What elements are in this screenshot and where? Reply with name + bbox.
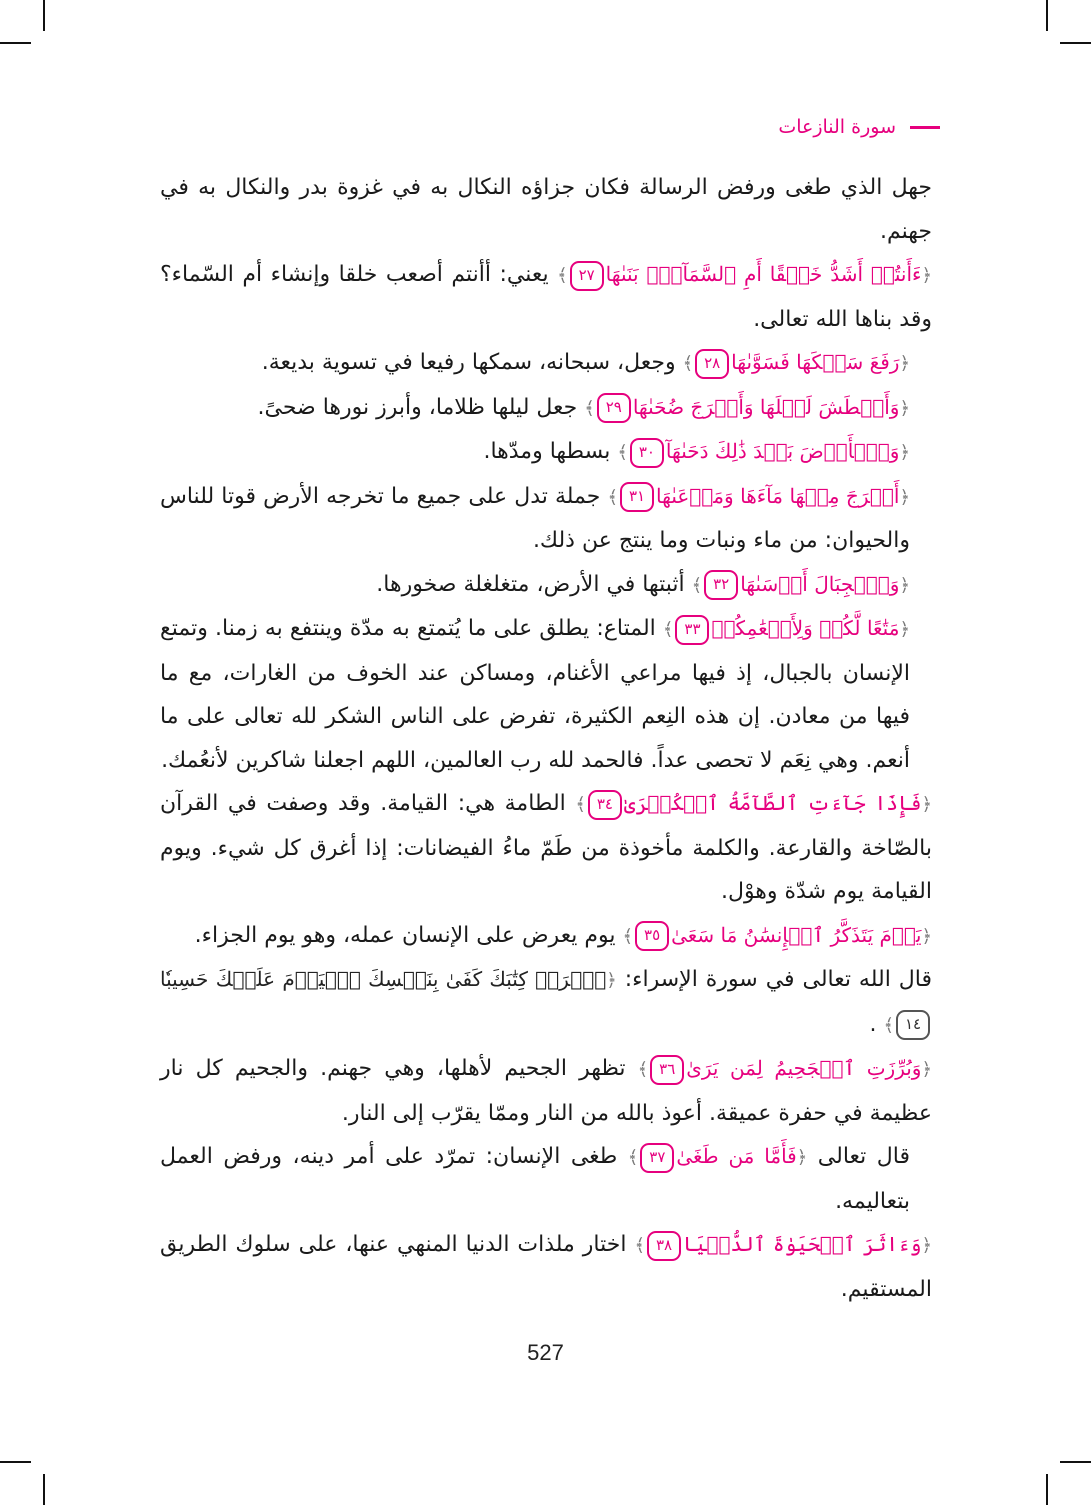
bracket-open-icon: ﴿	[921, 925, 932, 947]
quran-verse	[638, 1056, 932, 1080]
quran-verse	[623, 923, 932, 947]
paragraph-text: جملة تدل على جميع ما تخرجه الأرض قوتا للناس والحيوان: من ماء ونبات وما ينتج عن ذلك.	[160, 483, 910, 553]
paragraph	[160, 166, 932, 253]
bracket-close-icon: ﴾	[607, 486, 619, 508]
quran-verse	[683, 350, 910, 374]
bracket-open-icon: ﴿	[921, 265, 932, 286]
paragraph-text: يوم يعرض على الإنسان عمله، وهو يوم الجزاء.	[194, 922, 623, 948]
bracket-close-icon: ﴾	[634, 1235, 645, 1256]
paragraph-text: .	[869, 1011, 884, 1037]
quran-verse	[628, 1144, 808, 1168]
verse-number-badge: ٣٣	[675, 615, 709, 645]
paragraph	[160, 563, 932, 608]
bracket-close-icon: ﴾	[575, 794, 586, 815]
verse-text: وَأَغۡطَشَ لَيۡلَهَا وَأَخۡرَجَ ضُحَىٰهَا	[632, 394, 900, 419]
crop-mark	[1060, 42, 1091, 44]
bracket-open-icon: ﴿	[899, 574, 910, 596]
quran-verse	[692, 572, 910, 596]
paragraph	[160, 958, 932, 1047]
crop-mark	[43, 1474, 45, 1505]
paragraph-text: أثبتها في الأرض، متغلغلة صخورها.	[376, 571, 692, 597]
verse-text: ءَأَنتُمۡ أَشَدُّ خَلۡقًا أَمِ ٱلسَّمَآءُۚ بَنَىٰهَا	[605, 262, 922, 286]
bracket-close-icon: ﴾	[691, 574, 703, 596]
paragraph-text: قال تعالى	[807, 1144, 911, 1169]
bracket-open-icon: ﴿	[921, 794, 932, 815]
paragraph-text: المتاع: يطلق على ما يُتمتع به مدّة وينتفع به زمنا. وتمتع الإنسان بالجبال، إذ فيها مراعي الأغنام، ومساكن عند الخوف من الغارات، مع ما فيها من معادن. إن هذه النِعم الكثيرة، تفرض على الناس الشكر لله تعالى على ما أنعم. وهي نِعَم لا تحصى عداً. فالحمد لله رب العالمين، اللهم اجعلنا شاكرين لأنعُمك.	[160, 616, 910, 773]
paragraph-text: تظهر الجحيم لأهلها، وهي جهنم. والجحيم كل نار عظيمة في حفرة عميقة. أعوذ بالله من النار وممّا يقرّب إلى النار.	[160, 1056, 932, 1126]
verse-number-badge: ٢٧	[570, 261, 604, 291]
bracket-open-icon: ﴿	[921, 1235, 932, 1256]
verse-number-badge: ٢٩	[597, 393, 631, 423]
paragraph	[160, 341, 932, 386]
page-number: 527	[527, 1340, 564, 1365]
verse-text: ٱقۡرَأۡ كِتَٰبَكَ كَفَىٰ بِنَفۡسِكَ ٱلۡيَوۡمَ عَلَيۡكَ حَسِيبٗا	[160, 967, 607, 991]
verse-number-badge: ١٤	[896, 1010, 930, 1040]
bracket-close-icon: ﴾	[557, 265, 568, 286]
verse-text: وَبُرِّزَتِ ٱلۡجَحِيمُ لِمَن يَرَىٰ	[686, 1056, 922, 1080]
crop-mark	[1046, 0, 1048, 31]
verse-text: رَفَعَ سَمۡكَهَا فَسَوَّىٰهَا	[731, 350, 900, 374]
verse-number-badge: ٣٨	[647, 1231, 681, 1261]
paragraph-text: جعل ليلها ظلاما، وأبرز نورها ضحىً.	[257, 394, 585, 420]
verse-text: وَٱلۡجِبَالَ أَرۡسَىٰهَا	[740, 571, 900, 596]
bracket-close-icon: ﴾	[627, 1147, 639, 1168]
header-rule	[910, 126, 940, 129]
verse-number-badge: ٣٤	[588, 790, 622, 820]
verse-number-badge: ٣٠	[630, 438, 664, 468]
verse-number-badge: ٣٥	[635, 921, 669, 951]
crop-mark	[0, 1461, 31, 1463]
quran-verse	[575, 791, 932, 815]
paragraph	[160, 782, 932, 914]
quran-verse	[607, 484, 910, 508]
quran-verse	[584, 395, 910, 419]
crop-mark	[43, 0, 45, 31]
crop-mark	[0, 42, 31, 44]
bracket-open-icon: ﴿	[796, 1147, 808, 1168]
bracket-close-icon: ﴾	[883, 1014, 894, 1036]
verse-text: أَخۡرَجَ مِنۡهَا مَآءَهَا وَمَرۡعَىٰهَا	[656, 483, 900, 508]
quran-verse	[634, 1232, 932, 1256]
verse-text: فَأَمَّا مَن طَغَىٰ	[676, 1144, 797, 1168]
bracket-open-icon: ﴿	[921, 1059, 933, 1080]
paragraph-text: الطامة هي: القيامة. وقد وصفت في القرآن بالصّاخة والقارعة. والكلمة مأخوذة من طَمّ ماءُ الفيضانات: إذا أغرق كل شيء. ويوم القيامة يوم شدّة وهوْل.	[160, 791, 932, 904]
paragraph	[160, 386, 932, 431]
paragraph	[160, 253, 932, 341]
bracket-open-icon: ﴿	[899, 397, 910, 419]
paragraph-text: بسطها ومدّها.	[483, 439, 618, 464]
paragraph	[160, 607, 932, 782]
paragraph	[160, 1223, 932, 1311]
running-header	[700, 112, 940, 142]
quran-verse	[617, 439, 910, 463]
paragraph-text: قال الله تعالى في سورة الإسراء:	[616, 967, 932, 992]
bracket-open-icon: ﴿	[899, 442, 910, 463]
bracket-close-icon: ﴾	[617, 442, 628, 463]
crop-mark	[1060, 1461, 1091, 1463]
verse-number-badge: ٣٦	[650, 1055, 684, 1085]
verse-text: يَوۡمَ يَتَذَكَّرُ ٱلۡإِنسَٰنُ مَا سَعَىٰ	[671, 922, 922, 947]
bracket-close-icon: ﴾	[622, 925, 634, 947]
paragraph	[160, 1047, 932, 1135]
paragraph-text: طغى الإنسان: تمرّد على أمر دينه، ورفض العمل بتعاليمه.	[160, 1144, 910, 1214]
paragraph	[160, 914, 932, 959]
quran-verse	[663, 616, 910, 640]
bracket-open-icon: ﴿	[899, 486, 910, 508]
verse-number-badge: ٣٧	[640, 1143, 674, 1173]
bracket-close-icon: ﴾	[637, 1059, 649, 1080]
verse-text: مَتَٰعًا لَّكُمۡ وَلِأَنۡعَٰمِكُمۡ	[711, 616, 900, 640]
bracket-close-icon: ﴾	[682, 353, 694, 374]
bracket-open-icon: ﴿	[606, 970, 617, 991]
paragraph	[160, 475, 932, 563]
page-body	[160, 166, 932, 1311]
bracket-open-icon: ﴿	[899, 353, 910, 374]
verse-text: وَٱلۡأَرۡضَ بَعۡدَ ذَٰلِكَ دَحَىٰهَآ	[665, 439, 900, 463]
verse-number-badge: ٣١	[620, 482, 654, 512]
paragraph-text: وجعل، سبحانه، سمكها رفيعا في تسوية بديعة.	[261, 350, 683, 375]
surah-title: سورة النازعات	[778, 116, 896, 138]
bracket-open-icon: ﴿	[899, 619, 910, 640]
verse-number-badge: ٣٢	[704, 570, 738, 600]
bracket-close-icon: ﴾	[584, 397, 595, 419]
verse-text: فَإِذَا جَآءَتِ ٱلطَّآمَّةُ ٱلۡكُبۡرَىٰ	[623, 791, 922, 815]
verse-number-badge: ٢٨	[695, 349, 729, 379]
paragraph	[160, 430, 932, 475]
paragraph-text: يعني: أأنتم أصعب خلقا وإنشاء أم السّماء؟ وقد بناها الله تعالى.	[160, 262, 932, 332]
verse-text: وَءَاثَرَ ٱلۡحَيَوٰةَ ٱلدُّنۡيَا	[683, 1232, 922, 1256]
quran-verse	[557, 262, 932, 286]
paragraph-text: جهل الذي طغى ورفض الرسالة فكان جزاؤه النكال به في غزوة بدر والنكال به في جهنم.	[160, 175, 932, 244]
bracket-close-icon: ﴾	[662, 619, 674, 640]
paragraph	[160, 1135, 932, 1223]
crop-mark	[1046, 1474, 1048, 1505]
paragraph-text: اختار ملذات الدنيا المنهي عنها، على سلوك الطريق المستقيم.	[160, 1232, 932, 1302]
